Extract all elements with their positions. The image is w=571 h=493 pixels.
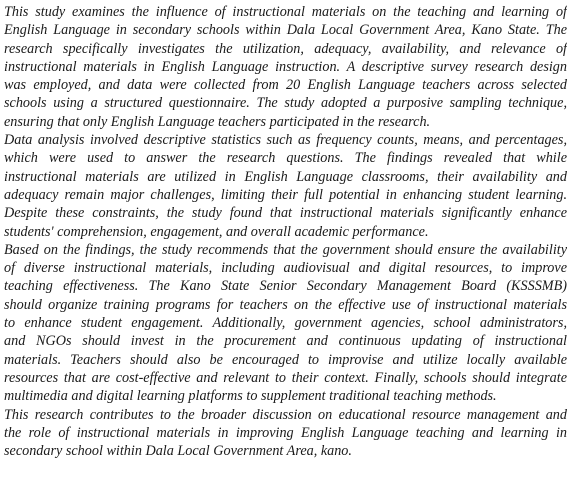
abstract-paragraph-1 bbox=[4, 3, 567, 131]
text-line: the role of instructional materials in improving English Language teaching and learning in bbox=[4, 424, 567, 441]
text-line: Despite these constraints, the study found that instructional materials significantly enhance bbox=[4, 205, 567, 222]
text-line: of diverse instructional materials, including audiovisual and digital resources, to improve bbox=[4, 260, 567, 277]
text-line: instructional materials are utilized in English Language classrooms, their availability and bbox=[4, 168, 567, 185]
abstract-paragraph-3 bbox=[4, 241, 567, 406]
abstract-paragraph-4 bbox=[4, 406, 567, 461]
text-line: secondary school within Dala Local Government Area, kano. bbox=[4, 443, 352, 460]
text-line: schools using a structured questionnaire. The study adopted a purposive sampling technique, bbox=[4, 95, 567, 112]
text-line: multimedia and digital learning platforms to supplement traditional teaching methods. bbox=[4, 388, 497, 405]
text-line: students' comprehension, engagement, and overall academic performance. bbox=[4, 223, 429, 240]
text-line: Based on the findings, the study recommends that the government should ensure the availability bbox=[4, 241, 567, 258]
text-line: to enhance student engagement. Additionally, government agencies, school administrators, bbox=[4, 315, 567, 332]
text-line: instructional materials in English Language instruction. A descriptive survey research design bbox=[4, 58, 567, 75]
text-line: ensuring that only English Language teachers participated in the research. bbox=[4, 113, 431, 130]
text-line: resources that are cost-effective and relevant to their context. Finally, schools should integrate bbox=[4, 369, 567, 386]
text-line: adequacy remain major challenges, limiting their full potential in enhancing student learning. bbox=[4, 186, 567, 203]
text-line: materials. Teachers should also be encouraged to improvise and utilize locally available bbox=[4, 351, 567, 368]
text-line: was employed, and data were collected from 20 English Language teachers across selected bbox=[4, 77, 567, 94]
text-line: should organize training programs for teachers on the effective use of instructional materials bbox=[4, 296, 567, 313]
text-line: and NGOs should invest in the procurement and continuous updating of instructional bbox=[4, 333, 567, 350]
text-line: research specifically investigates the utilization, adequacy, availability, and relevance of bbox=[4, 40, 567, 57]
text-line: which were used to answer the research questions. The findings revealed that while bbox=[4, 150, 567, 167]
text-line: English Language in secondary schools within Dala Local Government Area, Kano State. The bbox=[4, 22, 567, 39]
text-line: This study examines the influence of instructional materials on the teaching and learning of bbox=[4, 4, 567, 20]
text-line: teaching effectiveness. The Kano State Senior Secondary Management Board (KSSSMB) bbox=[4, 278, 567, 295]
text-line: This research contributes to the broader discussion on educational resource management and bbox=[4, 406, 567, 423]
text-line: Data analysis involved descriptive statistics such as frequency counts, means, and percentages, bbox=[4, 132, 567, 149]
abstract-paragraph-2 bbox=[4, 131, 567, 241]
